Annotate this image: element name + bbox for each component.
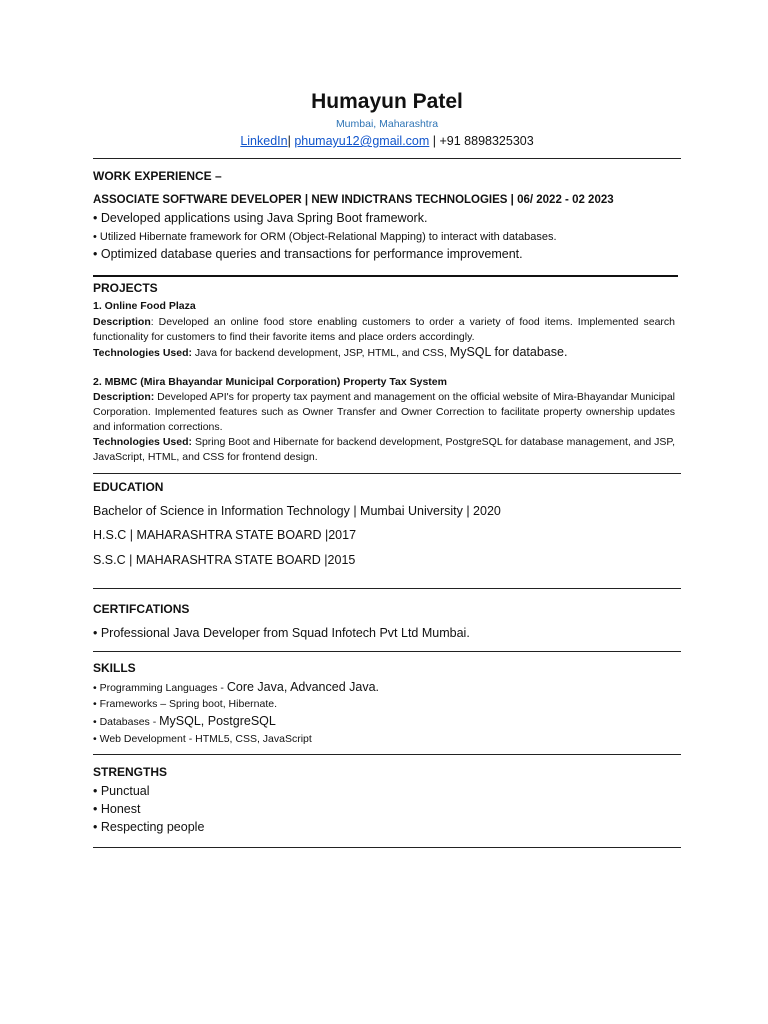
linkedin-link[interactable]: LinkedIn bbox=[240, 134, 288, 148]
skill-label: • Programming Languages - bbox=[93, 682, 227, 694]
candidate-name: Humayun Patel bbox=[311, 90, 463, 113]
technologies-label: Technologies Used: bbox=[93, 436, 193, 448]
divider bbox=[93, 473, 681, 474]
skill-label: • Frameworks – Spring boot, Hibernate. bbox=[93, 698, 278, 710]
skill-label: • Databases - bbox=[93, 716, 160, 728]
divider bbox=[93, 651, 681, 652]
project-description bbox=[93, 315, 675, 345]
contact-separator: | bbox=[287, 134, 295, 148]
work-bullet: • Developed applications using Java Spring Boot framework. bbox=[93, 211, 428, 225]
work-experience-heading: WORK EXPERIENCE – bbox=[93, 169, 222, 183]
divider bbox=[93, 275, 678, 277]
divider bbox=[93, 754, 681, 755]
contact-line bbox=[93, 134, 681, 148]
project-title: 1. Online Food Plaza bbox=[93, 300, 196, 312]
skill-value: MySQL, PostgreSQL bbox=[159, 714, 276, 728]
job-role: ASSOCIATE SOFTWARE DEVELOPER | NEW INDICTRANS TECHNOLOGIES | 06/ 2022 - 02 2023 bbox=[93, 194, 614, 206]
education-heading: EDUCATION bbox=[93, 480, 164, 494]
education-item: H.S.C | MAHARASHTRA STATE BOARD |2017 bbox=[93, 528, 357, 542]
description-label: Description bbox=[93, 316, 151, 328]
skills-heading: SKILLS bbox=[93, 661, 136, 675]
phone-number: | +91 8898325303 bbox=[429, 134, 534, 148]
project-technologies bbox=[93, 435, 675, 465]
work-bullet: • Optimized database queries and transactions for performance improvement. bbox=[93, 247, 523, 261]
project-description bbox=[93, 390, 675, 435]
divider bbox=[93, 158, 681, 159]
education-item: S.S.C | MAHARASHTRA STATE BOARD |2015 bbox=[93, 553, 356, 567]
description-label: Description: bbox=[93, 391, 155, 403]
education-item: Bachelor of Science in Information Technology | Mumbai University | 2020 bbox=[93, 504, 501, 518]
technologies-label: Technologies Used: bbox=[93, 347, 192, 359]
strength-item: • Punctual bbox=[93, 784, 150, 798]
technologies-text: Java for backend development, JSP, HTML, and CSS, bbox=[192, 347, 450, 359]
skill-value: Core Java, Advanced Java. bbox=[226, 680, 380, 694]
description-text: Developed API's for property tax payment and management on the official website of Mira-Bhayandar Municipal Corporation. Implemented features such as Owner Transfer and Owner Correction to facilitate property ownership updates and information corrections. bbox=[93, 391, 675, 433]
work-bullet: • Utilized Hibernate framework for ORM (Object-Relational Mapping) to interact with databases. bbox=[93, 231, 557, 243]
email-link[interactable]: phumayu12@gmail.com bbox=[294, 134, 430, 148]
project-title: 2. MBMC (Mira Bhayandar Municipal Corporation) Property Tax System bbox=[93, 376, 447, 388]
skill-item bbox=[93, 733, 312, 745]
divider bbox=[93, 847, 681, 848]
divider bbox=[93, 588, 681, 589]
strength-item: • Respecting people bbox=[93, 820, 205, 834]
certifications-heading: CERTIFCATIONS bbox=[93, 602, 190, 616]
skill-label: • Web Development - HTML5, CSS, JavaScript bbox=[93, 733, 312, 745]
projects-heading: PROJECTS bbox=[93, 281, 158, 295]
description-text: : Developed an online food store enabling customers to order a variety of food items. Implemented search functionality for customers to find their favorite items and place orders accordingly. bbox=[93, 316, 675, 343]
project-technologies bbox=[93, 345, 567, 359]
technologies-text: MySQL for database. bbox=[449, 345, 568, 359]
skill-item bbox=[93, 698, 277, 710]
strengths-heading: STRENGTHS bbox=[93, 765, 168, 779]
certification-item: • Professional Java Developer from Squad Infotech Pvt Ltd Mumbai. bbox=[93, 626, 470, 640]
location: Mumbai, Maharashtra bbox=[335, 118, 439, 130]
skill-item bbox=[93, 714, 276, 728]
skill-item bbox=[93, 680, 379, 694]
technologies-text: Spring Boot and Hibernate for backend development, PostgreSQL for database management, and JSP, JavaScript, HTML, and CSS for frontend design. bbox=[93, 436, 675, 463]
strength-item: • Honest bbox=[93, 802, 141, 816]
